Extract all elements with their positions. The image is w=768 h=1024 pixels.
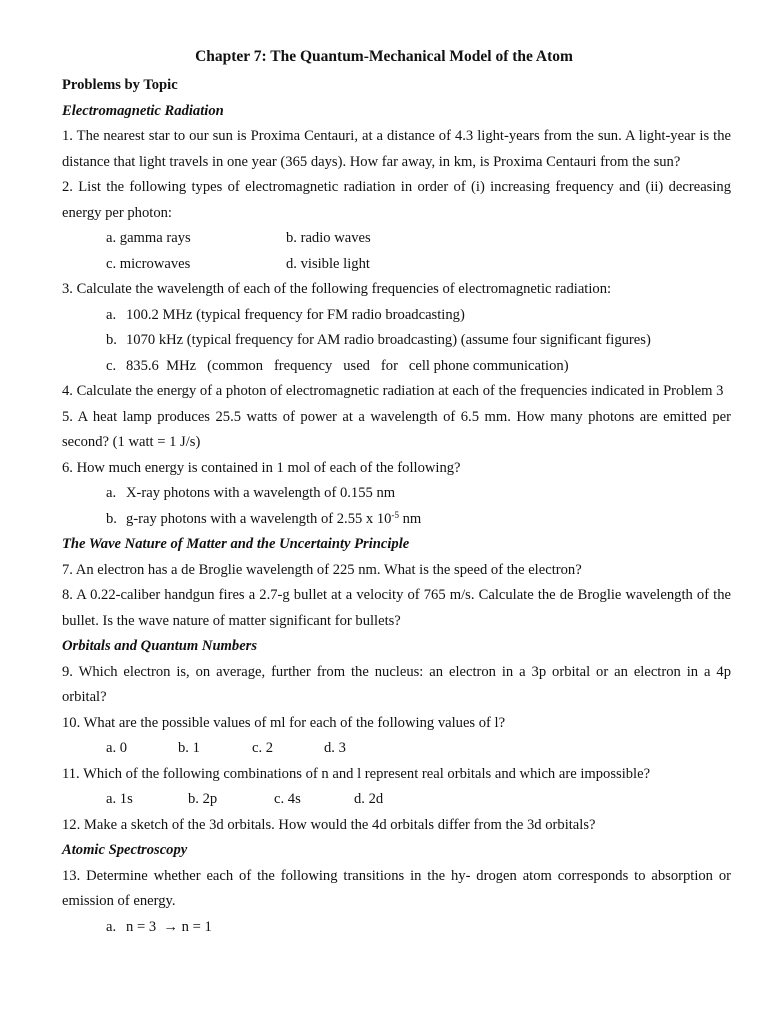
problem-2-option-d: d. visible light bbox=[286, 255, 370, 272]
problem-4: 4. Calculate the energy of a photon of electromagnetic radiation at each of the frequencies indicated in Problem 3 bbox=[62, 383, 724, 399]
problem-11-option-d: d. 2d bbox=[354, 791, 384, 807]
problem-11-option-b: b. 2p bbox=[188, 791, 218, 807]
problem-2-options-row-1 bbox=[62, 226, 731, 252]
section-spectroscopy: Atomic Spectroscopy bbox=[62, 842, 188, 858]
problem-7: 7. An electron has a de Broglie wavelength of 225 nm. What is the speed of the electron? bbox=[62, 561, 582, 578]
section-em-radiation: Electromagnetic Radiation bbox=[62, 102, 224, 119]
problem-3: 3. Calculate the wavelength of each of the following frequencies of electromagnetic radiation: bbox=[62, 281, 612, 297]
problem-2: 2. List the following types of electromagnetic radiation in order of (i) increasing frequency and (ii) decreasing energy per photon: bbox=[62, 179, 731, 221]
exponent: -5 bbox=[391, 509, 399, 520]
problem-2-option-a: a. gamma rays bbox=[106, 230, 191, 246]
problem-3-item-c: c. 835.6 MHz (common frequency used for cell phone communication) bbox=[106, 357, 569, 374]
problem-6-item-a: a. X-ray photons with a wavelength of 0.155 nm bbox=[106, 485, 396, 501]
problem-2-option-c: c. microwaves bbox=[106, 255, 191, 272]
problem-6-item-b: b. g-ray photons with a wavelength of 2.55 x $10^{-5}$ nm bbox=[106, 509, 422, 527]
problem-12: 12. Make a sketch of the 3d orbitals. How would the 4d orbitals differ from the 3d orbitals? bbox=[62, 816, 596, 833]
problem-3-item-b: b. 1070 kHz (typical frequency for AM radio broadcasting) (assume four significant figures) bbox=[106, 332, 651, 348]
problem-13: 13. Determine whether each of the following transitions in the hy- drogen atom corresponds to absorption or emission of energy. bbox=[62, 867, 731, 909]
problem-9: 9. Which electron is, on average, further from the nucleus: an electron in a 3p orbital or an electron in a 4p orbital? bbox=[62, 663, 731, 705]
problem-10: 10. What are the possible values of ml for each of the following values of l? bbox=[62, 714, 506, 731]
problem-11-options bbox=[62, 787, 731, 813]
problem-11: 11. Which of the following combinations of n and l represent real orbitals and which are impossible? bbox=[62, 765, 651, 782]
problem-3-item-a: a. 100.2 MHz (typical frequency for FM radio broadcasting) bbox=[106, 306, 465, 323]
problem-6: 6. How much energy is contained in 1 mol of each of the following? bbox=[62, 459, 461, 476]
problem-11-option-c: c. 4s bbox=[274, 791, 301, 807]
section-orbitals: Orbitals and Quantum Numbers bbox=[62, 638, 258, 654]
problem-2-options-row-2 bbox=[62, 252, 731, 278]
problem-1: 1. The nearest star to our sun is Proxima Centauri, at a distance of 4.3 light-years from the sun. A light-year is the distance that light travels in one year (365 days). How far away, in km, is Proxima Centauri from the sun? bbox=[62, 128, 731, 170]
problem-list bbox=[62, 73, 731, 940]
problem-11-option-a: a. 1s bbox=[106, 791, 133, 807]
problems-heading: Problems by Topic bbox=[62, 77, 178, 93]
problem-10-option-c: c. 2 bbox=[252, 740, 274, 756]
problem-13-item-a: a. n = 3 → n = 1 bbox=[106, 918, 212, 935]
problem-10-option-b: b. 1 bbox=[178, 740, 200, 756]
problem-8: 8. A 0.22-caliber handgun fires a 2.7-g bullet at a velocity of 765 m/s. Calculate the de Broglie wavelength of the bullet. Is the wave nature of matter significant for bullets? bbox=[62, 587, 731, 629]
problem-10-option-d: d. 3 bbox=[324, 740, 346, 756]
problem-10-options bbox=[62, 736, 731, 762]
chapter-title: Chapter 7: The Quantum-Mechanical Model of the Atom bbox=[195, 48, 573, 65]
problem-2-option-b: b. radio waves bbox=[286, 230, 371, 246]
problem-10-option-a: a. 0 bbox=[106, 740, 128, 756]
section-wave-nature: The Wave Nature of Matter and the Uncertainty Principle bbox=[62, 536, 410, 552]
problem-5: 5. A heat lamp produces 25.5 watts of power at a wavelength of 6.5 mm. How many photons are emitted per second? (1 watt = 1 J/s) bbox=[62, 408, 731, 450]
